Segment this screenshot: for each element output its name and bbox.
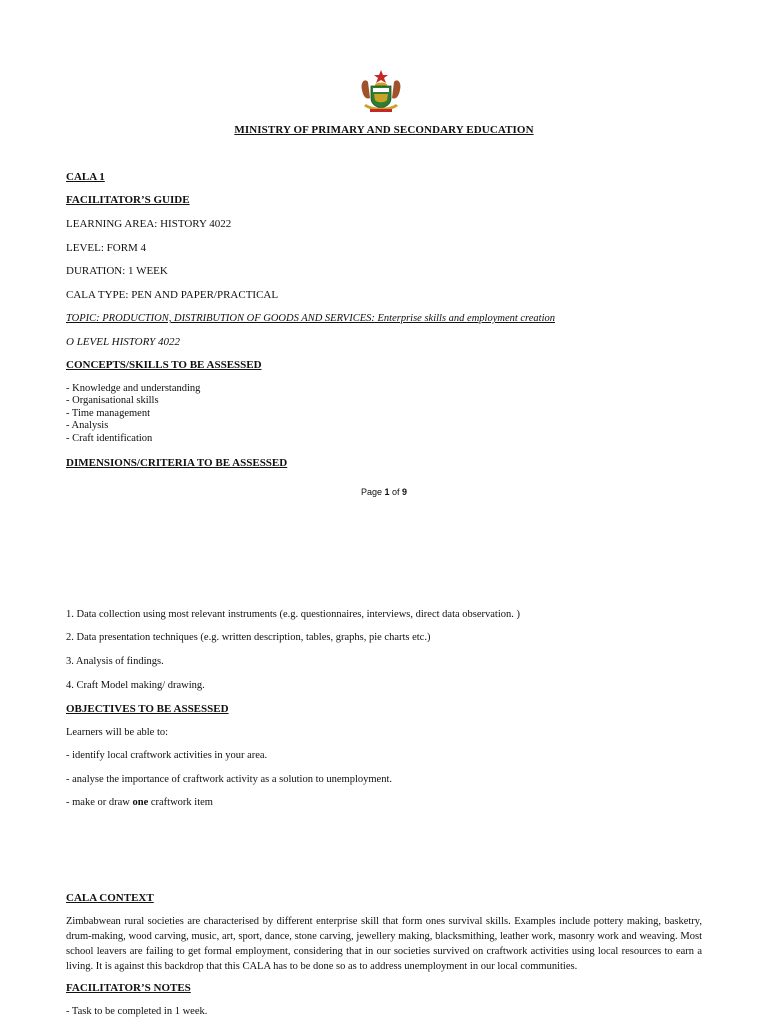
list-item: - Craft identification [66, 432, 153, 444]
dimensions-heading: DIMENSIONS/CRITERIA TO BE ASSESSED [66, 457, 288, 469]
topic-label: TOPIC: PRODUCTION, DISTRIBUTION OF GOODS AND SERVICES: [66, 313, 375, 324]
cala-type: CALA TYPE: PEN AND PAPER/PRACTICAL [66, 289, 279, 301]
page-of: of [389, 487, 403, 497]
objectives-heading: OBJECTIVES TO BE ASSESSED [66, 703, 229, 715]
list-item: - Analysis [66, 420, 109, 432]
level: LEVEL: FORM 4 [66, 242, 147, 254]
objectives-intro: Learners will be able to: [66, 727, 169, 738]
objective-item-1: - identify local craftwork activities in your area. [66, 750, 268, 761]
list-item: - Knowledge and understanding [66, 383, 201, 394]
dimension-item-4: 4. Craft Model making/ drawing. [66, 680, 205, 691]
concepts-heading: CONCEPTS/SKILLS TO BE ASSESSED [66, 359, 262, 371]
dimension-item-3: 3. Analysis of findings. [66, 656, 164, 667]
topic-detail: Enterprise skills and employment creation [374, 313, 555, 324]
dimension-item-2: 2. Data presentation techniques (e.g. written description, tables, graphs, pie charts etc.) [66, 632, 431, 643]
page-number [0, 487, 768, 497]
page-total: 9 [402, 487, 408, 497]
context-paragraph: Zimbabwean rural societies are characterised by different enterprise skill that form ones survival skills. Examples include pottery making, basketry, drum-making, wood carving, music, art, sport, dance, stone carving, jewellery making, blacksmithing, leather work, masonry work and weaving. Most school leavers are failing to get formal employment, considering that in our societies survived on craftwork activities using local resources to earn a living. It is against this backdrop that this CALA has to be done so as to address unemployment in our local communities. [66, 916, 702, 972]
objective-item-3-emphasis: one [132, 797, 149, 808]
ministry-title: MINISTRY OF PRIMARY AND SECONDARY EDUCATION [234, 124, 534, 136]
page-prefix: Page [360, 487, 385, 497]
cala-label: CALA 1 [66, 171, 105, 183]
notes-heading: FACILITATOR’S NOTES [66, 982, 191, 994]
coat-of-arms-emblem [356, 68, 406, 114]
objective-item-3-pre: - make or draw [66, 797, 133, 808]
page-current: 1 [384, 487, 390, 497]
notes-item-1: - Task to be completed in 1 week. [66, 1006, 208, 1017]
objective-item-2: - analyse the importance of craftwork activity as a solution to unemployment. [66, 774, 392, 785]
facilitator-guide-heading: FACILITATOR’S GUIDE [66, 194, 190, 206]
learning-area: LEARNING AREA: HISTORY 4022 [66, 218, 232, 230]
duration: DURATION: 1 WEEK [66, 265, 168, 277]
dimension-item-1: 1. Data collection using most relevant instruments (e.g. questionnaires, interviews, direct data observation. ) [66, 609, 521, 620]
topic [66, 313, 555, 324]
context-heading: CALA CONTEXT [66, 892, 154, 904]
list-item: - Organisational skills [66, 395, 159, 407]
objective-item-3 [66, 797, 213, 808]
subject-line: O LEVEL HISTORY 4022 [66, 336, 180, 348]
concepts-list [66, 383, 200, 445]
objective-item-3-post: craftwork item [148, 797, 213, 808]
list-item: - Time management [66, 407, 150, 419]
